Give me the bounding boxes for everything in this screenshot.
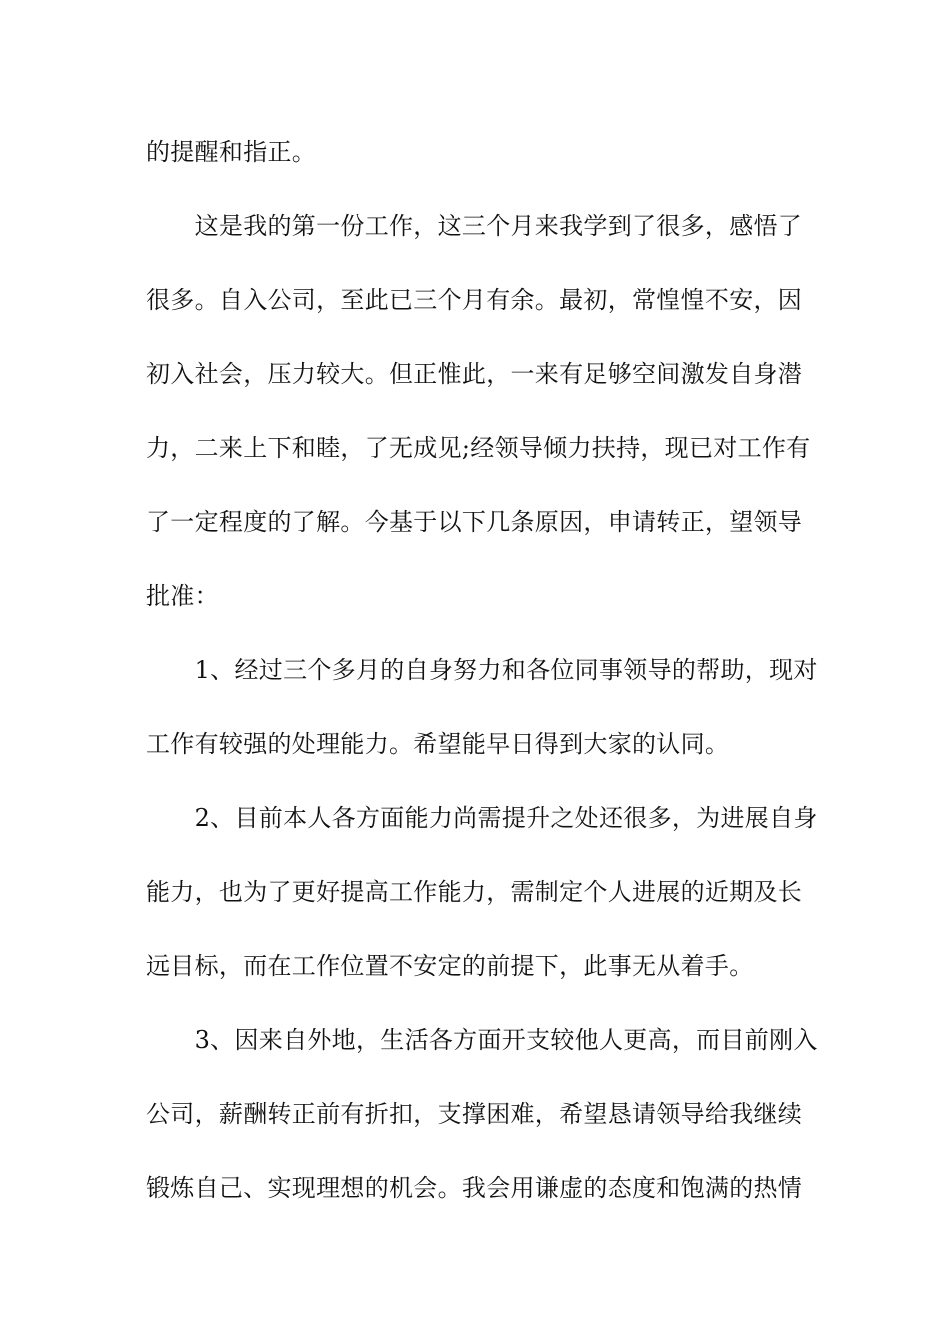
text-line: 批准： xyxy=(146,582,219,610)
text-line: 初入社会，压力较大。但正惟此，一来有足够空间激发自身潜 xyxy=(146,360,803,388)
text-line: 力，二来上下和睦，了无成见;经领导倾力扶持，现已对工作有 xyxy=(146,434,811,462)
text-line: 这是我的第一份工作，这三个月来我学到了很多，感悟了 xyxy=(146,212,803,240)
text-line: 公司，薪酬转正前有折扣，支撑困难，希望恳请领导给我继续 xyxy=(146,1100,803,1128)
text-line: 远目标，而在工作位置不安定的前提下，此事无从着手。 xyxy=(146,952,754,980)
text-line: 1、经过三个多月的自身努力和各位同事领导的帮助，现对 xyxy=(146,656,818,684)
body-text xyxy=(146,126,818,1236)
text-line: 3、因来自外地，生活各方面开支较他人更高，而目前刚入 xyxy=(146,1026,818,1054)
text-line: 锻炼自己、实现理想的机会。我会用谦虚的态度和饱满的热情 xyxy=(146,1174,803,1202)
text-line: 工作有较强的处理能力。希望能早日得到大家的认同。 xyxy=(146,730,730,758)
text-line: 很多。自入公司，至此已三个月有余。最初，常惶惶不安，因 xyxy=(146,286,803,314)
text-line: 了一定程度的了解。今基于以下几条原因，申请转正，望领导 xyxy=(146,508,803,536)
text-line: 的提醒和指正。 xyxy=(146,138,317,166)
text-line: 2、目前本人各方面能力尚需提升之处还很多，为进展自身 xyxy=(146,804,818,832)
text-line: 能力，也为了更好提高工作能力，需制定个人进展的近期及长 xyxy=(146,878,803,906)
